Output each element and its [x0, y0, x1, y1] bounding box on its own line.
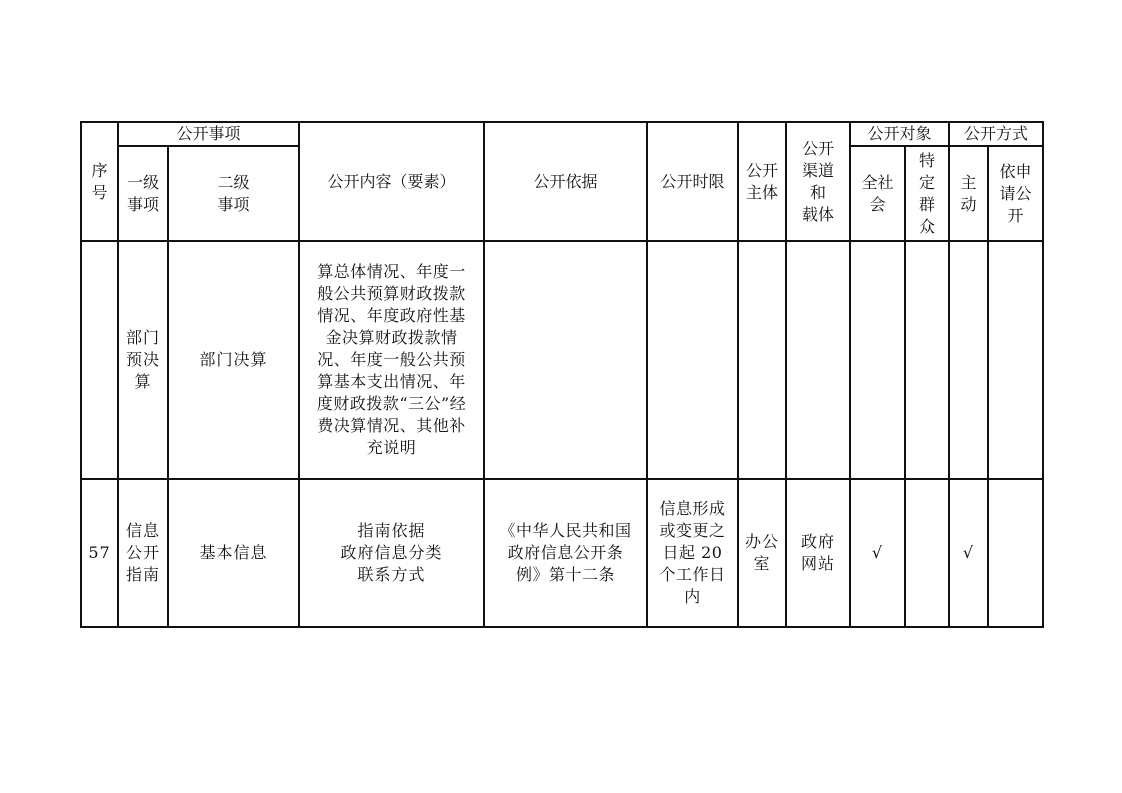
row-level1: 信息 公开 指南 — [118, 479, 168, 627]
row-time-limit: 信息形成 或变更之 日起 20 个工作日 内 — [647, 479, 738, 627]
row-target-specific — [905, 241, 949, 479]
row-channel: 政府 网站 — [786, 479, 850, 627]
row-seq — [81, 241, 118, 479]
row-subject — [738, 241, 786, 479]
header-method: 公开方式 — [949, 122, 1043, 146]
row-time-limit — [647, 241, 738, 479]
header-public-item: 公开事项 — [118, 122, 299, 146]
row-target-all — [850, 241, 905, 479]
header-basis: 公开依据 — [484, 122, 647, 241]
table-row — [81, 241, 1043, 479]
header-channel: 公开 渠道 和 载体 — [786, 122, 850, 241]
row-method-apply — [988, 479, 1043, 627]
disclosure-table — [80, 121, 1044, 628]
header-level2: 二级 事项 — [168, 146, 299, 241]
table-row — [81, 479, 1043, 627]
header-target-all: 全社 会 — [850, 146, 905, 241]
header-seq: 序 号 — [81, 122, 118, 241]
row-target-all: √ — [850, 479, 905, 627]
row-target-specific — [905, 479, 949, 627]
row-basis: 《中华人民共和国 政府信息公开条 例》第十二条 — [484, 479, 647, 627]
header-method-active: 主 动 — [949, 146, 988, 241]
header-method-apply: 依申 请公 开 — [988, 146, 1043, 241]
header-target-specific: 特 定 群 众 — [905, 146, 949, 241]
row-method-active — [949, 241, 988, 479]
header-level1: 一级 事项 — [118, 146, 168, 241]
row-seq: 57 — [81, 479, 118, 627]
header-time-limit: 公开时限 — [647, 122, 738, 241]
header-content: 公开内容（要素） — [299, 122, 484, 241]
row-content: 算总体情况、年度一 般公共预算财政拨款 情况、年度政府性基 金决算财政拨款情 况、年度一般公共预 算基本支出情况、年 度财政拨款“三公”经 费决算情况、其他补 充说明 — [299, 241, 484, 479]
row-content: 指南依据 政府信息分类 联系方式 — [299, 479, 484, 627]
row-level1: 部门 预决 算 — [118, 241, 168, 479]
row-method-active: √ — [949, 479, 988, 627]
header-subject: 公开 主体 — [738, 122, 786, 241]
row-basis — [484, 241, 647, 479]
row-level2: 基本信息 — [168, 479, 299, 627]
row-subject: 办公 室 — [738, 479, 786, 627]
row-level2: 部门决算 — [168, 241, 299, 479]
row-method-apply — [988, 241, 1043, 479]
header-target: 公开对象 — [850, 122, 949, 146]
row-channel — [786, 241, 850, 479]
